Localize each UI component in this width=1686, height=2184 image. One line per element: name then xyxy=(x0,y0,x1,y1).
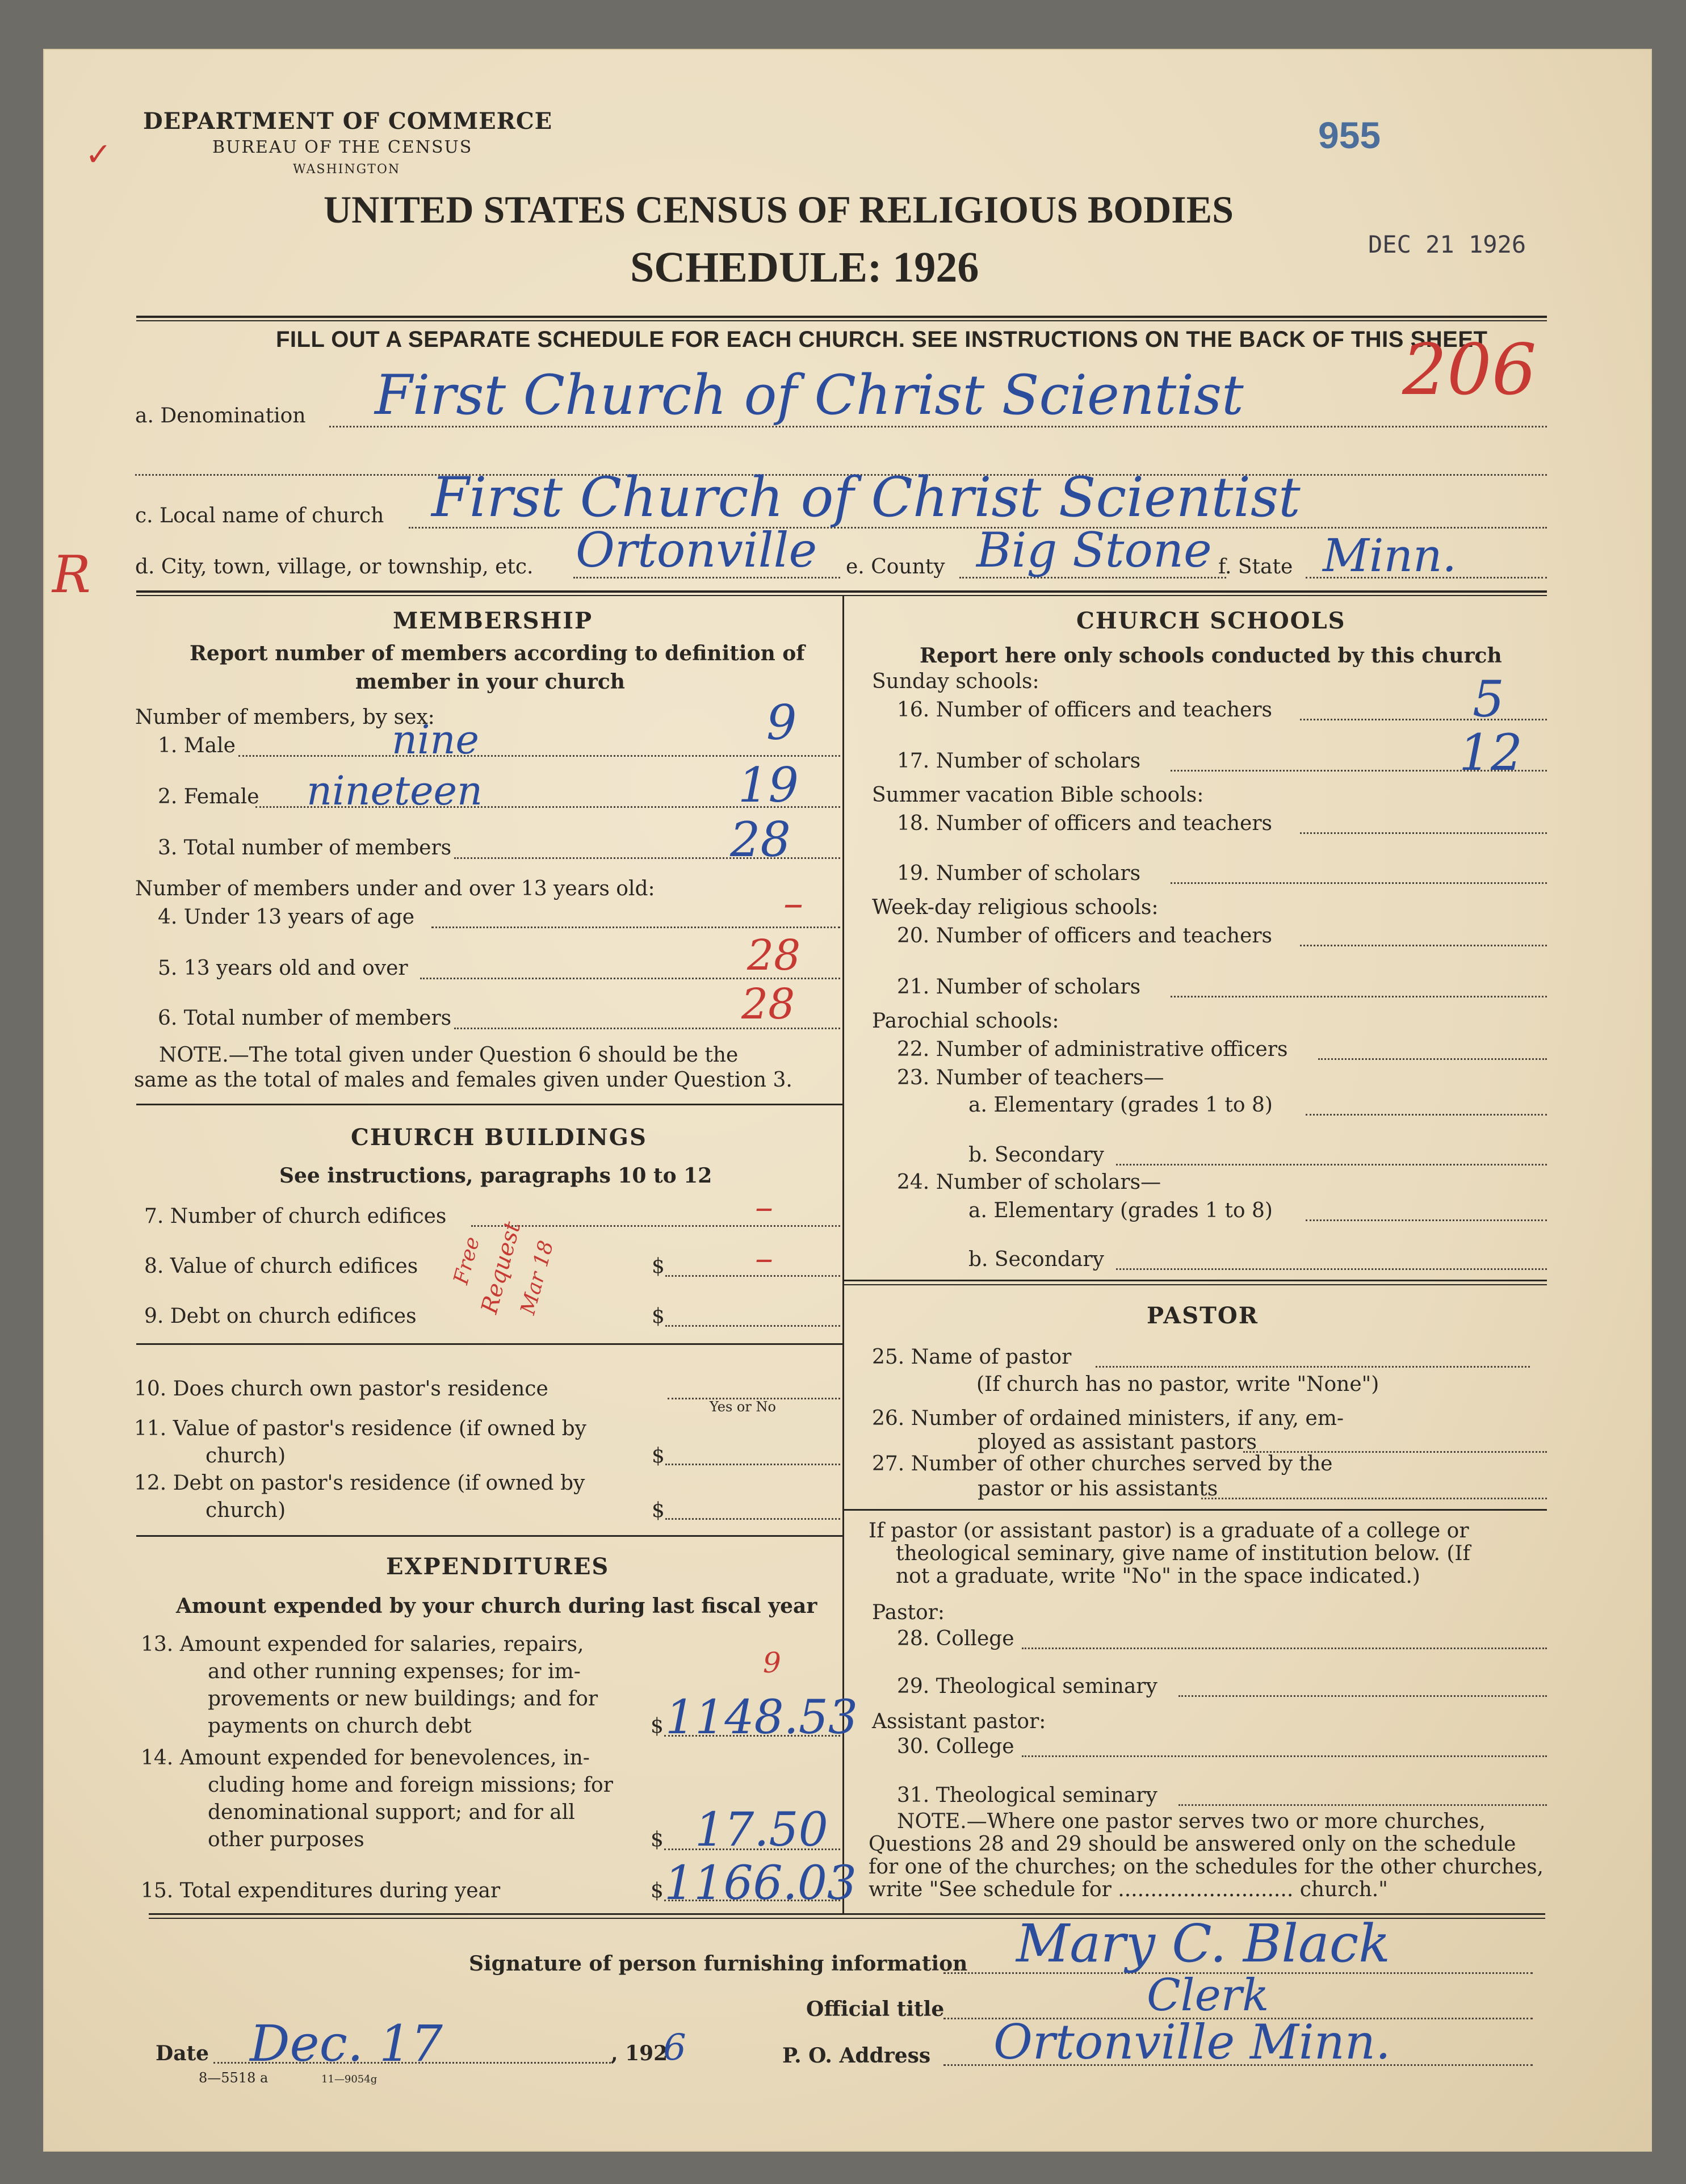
buildings-heading: CHURCH BUILDINGS xyxy=(351,1124,647,1151)
official-title-label: Official title xyxy=(806,1997,945,2021)
q9-dollar: $ xyxy=(652,1305,665,1328)
stamp-number: 955 xyxy=(1318,114,1381,156)
header-rule-top xyxy=(136,316,1547,318)
year-digit[interactable]: 6 xyxy=(663,2027,686,2069)
q19-line xyxy=(1171,882,1547,884)
expenditures-sub: Amount expended by your church during last fiscal year xyxy=(176,1594,817,1618)
q12-label-2: church) xyxy=(205,1499,286,1522)
q12-dollar: $ xyxy=(652,1499,665,1522)
female-value[interactable]: 19 xyxy=(738,757,799,813)
total-members-label: 3. Total number of members xyxy=(158,836,452,860)
q29-line xyxy=(1178,1695,1547,1697)
q7-line xyxy=(471,1225,840,1227)
pastor-label: Pastor: xyxy=(872,1601,945,1624)
signature-label: Signature of person furnishing information xyxy=(469,1952,968,1976)
q27-line xyxy=(1201,1498,1547,1499)
city-label: d. City, town, village, or township, etc. xyxy=(135,555,534,579)
schools-rule xyxy=(844,1280,1547,1281)
summer-schools-label: Summer vacation Bible schools: xyxy=(872,783,1204,807)
q30-label: 30. College xyxy=(897,1735,1014,1758)
q11-dollar: $ xyxy=(652,1444,665,1468)
q14-label-3: denominational support; and for all xyxy=(208,1801,575,1824)
q15-value[interactable]: 1166.03 xyxy=(664,1856,857,1910)
denomination-label: a. Denomination xyxy=(135,404,306,427)
membership-note-2: same as the total of males and females given under Question 3. xyxy=(134,1068,792,1092)
membership-intro-1: Report number of members according to definition of xyxy=(190,642,805,665)
q30-line xyxy=(1022,1755,1547,1757)
over-13-label: 5. 13 years old and over xyxy=(158,957,408,980)
q13-dollar: $ xyxy=(651,1714,664,1738)
red-file-number: 206 xyxy=(1402,329,1537,411)
membership-heading: MEMBERSHIP xyxy=(393,607,593,634)
state-value[interactable]: Minn. xyxy=(1323,529,1457,582)
q25-line xyxy=(1096,1366,1530,1368)
header-rule-top-2 xyxy=(136,320,1547,321)
department-name: DEPARTMENT OF COMMERCE xyxy=(143,108,553,135)
q12-label-1: 12. Debt on pastor's residence (if owned by xyxy=(134,1472,585,1495)
q22-label: 22. Number of administrative officers xyxy=(897,1038,1288,1061)
form-number-1: 8—5518 a xyxy=(199,2070,269,2086)
q23b-label: b. Secondary xyxy=(968,1143,1104,1167)
q13-label-4: payments on church debt xyxy=(208,1714,472,1738)
q13-label-3: provements or new buildings; and for xyxy=(208,1687,598,1711)
denomination-value[interactable]: First Church of Christ Scientist xyxy=(375,363,1244,427)
q14-value[interactable]: 17.50 xyxy=(695,1803,828,1857)
q16-line xyxy=(1300,719,1547,720)
pastor-note-4: write "See schedule for ........................... church." xyxy=(869,1878,1388,1901)
q10-label: 10. Does church own pastor's residence xyxy=(134,1377,548,1401)
female-label: 2. Female xyxy=(158,785,259,808)
q24b-label: b. Secondary xyxy=(968,1248,1104,1271)
weekday-schools-label: Week-day religious schools: xyxy=(872,896,1159,919)
q31-label: 31. Theological seminary xyxy=(897,1784,1157,1807)
q20-line xyxy=(1300,945,1547,946)
po-address-value[interactable]: Ortonville Minn. xyxy=(993,2014,1391,2070)
q14-label-4: other purposes xyxy=(208,1828,364,1851)
red-letter-r: R xyxy=(52,545,91,605)
q14-dollar: $ xyxy=(651,1828,664,1851)
form-number-2: 11—9054g xyxy=(321,2073,378,2085)
q28-label: 28. College xyxy=(897,1627,1014,1650)
red-check-mark: ✓ xyxy=(85,136,112,173)
female-words[interactable]: nineteen xyxy=(307,768,483,814)
q14-label-2: cluding home and foreign missions; for xyxy=(208,1774,613,1797)
members-by-sex-label: Number of members, by sex: xyxy=(135,706,435,729)
q13-label-2: and other running expenses; for im- xyxy=(208,1660,581,1683)
local-name-value[interactable]: First Church of Christ Scientist xyxy=(431,466,1301,529)
q16-value[interactable]: 5 xyxy=(1473,670,1504,728)
q24a-label: a. Elementary (grades 1 to 8) xyxy=(968,1199,1273,1222)
expenditures-heading: EXPENDITURES xyxy=(386,1553,610,1580)
q8-label: 8. Value of church edifices xyxy=(144,1255,418,1278)
q15-dollar: $ xyxy=(651,1879,664,1902)
po-address-label: P. O. Address xyxy=(782,2044,931,2068)
schools-heading: CHURCH SCHOOLS xyxy=(1076,607,1346,634)
q29-label: 29. Theological seminary xyxy=(897,1675,1157,1698)
membership-intro-2: member in your church xyxy=(355,670,625,694)
q12-line xyxy=(665,1518,840,1520)
schedule-year: SCHEDULE: 1926 xyxy=(630,244,979,291)
q23b-line xyxy=(1116,1164,1547,1166)
q22-line xyxy=(1318,1058,1547,1060)
q25-note: (If church has no pastor, write "None") xyxy=(976,1373,1379,1396)
male-line xyxy=(238,755,840,757)
total-members-value[interactable]: 28 xyxy=(730,812,791,867)
q13-value[interactable]: 1148.53 xyxy=(665,1691,858,1745)
graduate-note-1: If pastor (or assistant pastor) is a graduate of a college or xyxy=(869,1519,1469,1542)
pastor-note-3: for one of the churches; on the schedules for the other churches, xyxy=(869,1855,1544,1879)
male-words[interactable]: nine xyxy=(392,716,479,763)
q13-correction: 9 xyxy=(763,1646,781,1679)
received-date-stamp: DEC 21 1926 xyxy=(1368,230,1526,258)
age-breakdown-label: Number of members under and over 13 years old: xyxy=(135,877,655,900)
q16-label: 16. Number of officers and teachers xyxy=(897,698,1273,722)
red-margin-note-3: Mar 18 xyxy=(516,1238,559,1317)
bureau-name: BUREAU OF THE CENSUS xyxy=(212,137,473,157)
q21-label: 21. Number of scholars xyxy=(897,975,1141,999)
under-13-value[interactable]: – xyxy=(783,880,803,927)
parochial-schools-label: Parochial schools: xyxy=(872,1009,1059,1033)
county-label: e. County xyxy=(846,555,945,579)
official-title-value[interactable]: Clerk xyxy=(1147,1970,1269,2021)
total-6-label: 6. Total number of members xyxy=(158,1007,452,1030)
q28-line xyxy=(1022,1648,1547,1649)
buildings-rule-1 xyxy=(136,1343,842,1345)
pastor-note-2: Questions 28 and 29 should be answered only on the schedule xyxy=(869,1833,1516,1856)
q21-line xyxy=(1171,996,1547,997)
q8-value[interactable]: – xyxy=(755,1238,773,1280)
q23a-line xyxy=(1306,1114,1547,1116)
under-13-line xyxy=(431,927,840,928)
male-label: 1. Male xyxy=(158,734,236,757)
q13-label-1: 13. Amount expended for salaries, repairs, xyxy=(141,1633,584,1656)
q7-value[interactable]: – xyxy=(755,1187,773,1229)
graduate-note-3: not a graduate, write "No" in the space indicated.) xyxy=(896,1565,1420,1588)
buildings-sub: See instructions, paragraphs 10 to 12 xyxy=(279,1164,712,1188)
q15-label: 15. Total expenditures during year xyxy=(141,1879,501,1902)
q26-label-2: ployed as assistant pastors xyxy=(978,1431,1257,1454)
q9-line xyxy=(665,1325,840,1327)
bureau-city: WASHINGTON xyxy=(293,162,401,177)
state-label: f. State xyxy=(1218,555,1293,579)
q25-label: 25. Name of pastor xyxy=(872,1345,1072,1369)
pastor-note-1: NOTE.—Where one pastor serves two or more churches, xyxy=(897,1810,1486,1833)
schools-intro: Report here only schools conducted by this church xyxy=(920,644,1502,668)
date-value[interactable]: Dec. 17 xyxy=(250,2014,443,2073)
q23-label: 23. Number of teachers— xyxy=(897,1066,1164,1089)
date-label: Date xyxy=(156,2042,209,2065)
assistant-pastor-label: Assistant pastor: xyxy=(872,1710,1046,1733)
q24b-line xyxy=(1116,1268,1547,1270)
q14-label-1: 14. Amount expended for benevolences, in- xyxy=(141,1746,590,1770)
q8-line xyxy=(665,1275,840,1277)
membership-note-1: NOTE.—The total given under Question 6 should be the xyxy=(159,1043,739,1067)
q7-label: 7. Number of church edifices xyxy=(144,1205,447,1228)
membership-rule xyxy=(136,1104,842,1105)
signature-value[interactable]: Mary C. Black xyxy=(1016,1913,1391,1974)
q17-value[interactable]: 12 xyxy=(1459,723,1523,782)
schools-rule-2 xyxy=(844,1284,1547,1285)
yes-or-no-hint: Yes or No xyxy=(710,1399,776,1415)
pastor-rule xyxy=(844,1509,1547,1511)
q18-label: 18. Number of officers and teachers xyxy=(897,812,1273,835)
form-title: UNITED STATES CENSUS OF RELIGIOUS BODIES xyxy=(324,188,1234,231)
q8-dollar: $ xyxy=(652,1255,665,1278)
q24-label: 24. Number of scholars— xyxy=(897,1171,1161,1194)
under-13-label: 4. Under 13 years of age xyxy=(158,906,415,929)
q9-label: 9. Debt on church edifices xyxy=(144,1305,417,1328)
q23a-label: a. Elementary (grades 1 to 8) xyxy=(968,1093,1273,1117)
q20-label: 20. Number of officers and teachers xyxy=(897,924,1273,948)
buildings-rule-2 xyxy=(136,1535,842,1537)
q24a-line xyxy=(1306,1219,1547,1221)
section-rule-top xyxy=(136,590,1547,593)
q11-line xyxy=(665,1464,840,1465)
q17-label: 17. Number of scholars xyxy=(897,749,1141,773)
graduate-note-2: theological seminary, give name of institution below. (If xyxy=(896,1542,1470,1565)
sunday-schools-label: Sunday schools: xyxy=(872,670,1039,693)
pastor-heading: PASTOR xyxy=(1147,1302,1259,1329)
q27-label-1: 27. Number of other churches served by the xyxy=(872,1452,1333,1475)
red-margin-note-1: Free xyxy=(449,1234,485,1287)
year-prefix: , 192 xyxy=(611,2042,668,2065)
city-value[interactable]: Ortonville xyxy=(576,522,817,578)
male-value[interactable]: 9 xyxy=(766,695,797,751)
total-6-value[interactable]: 28 xyxy=(741,980,795,1029)
q26-label-1: 26. Number of ordained ministers, if any, em- xyxy=(872,1407,1344,1430)
over-13-value[interactable]: 28 xyxy=(747,931,801,980)
county-value[interactable]: Big Stone xyxy=(976,522,1212,578)
q31-line xyxy=(1178,1804,1547,1806)
q11-label-1: 11. Value of pastor's residence (if owned by xyxy=(134,1417,587,1440)
q19-label: 19. Number of scholars xyxy=(897,862,1141,885)
q11-label-2: church) xyxy=(205,1444,286,1468)
q27-label-2: pastor or his assistants xyxy=(978,1477,1218,1500)
red-margin-note-2: Request xyxy=(476,1219,526,1317)
q18-line xyxy=(1300,832,1547,834)
instruction-line: FILL OUT A SEPARATE SCHEDULE FOR EACH CHURCH. SEE INSTRUCTIONS ON THE BACK OF THIS SHEET xyxy=(276,327,1488,352)
local-name-label: c. Local name of church xyxy=(135,504,384,527)
section-rule-top-2 xyxy=(136,595,1547,596)
